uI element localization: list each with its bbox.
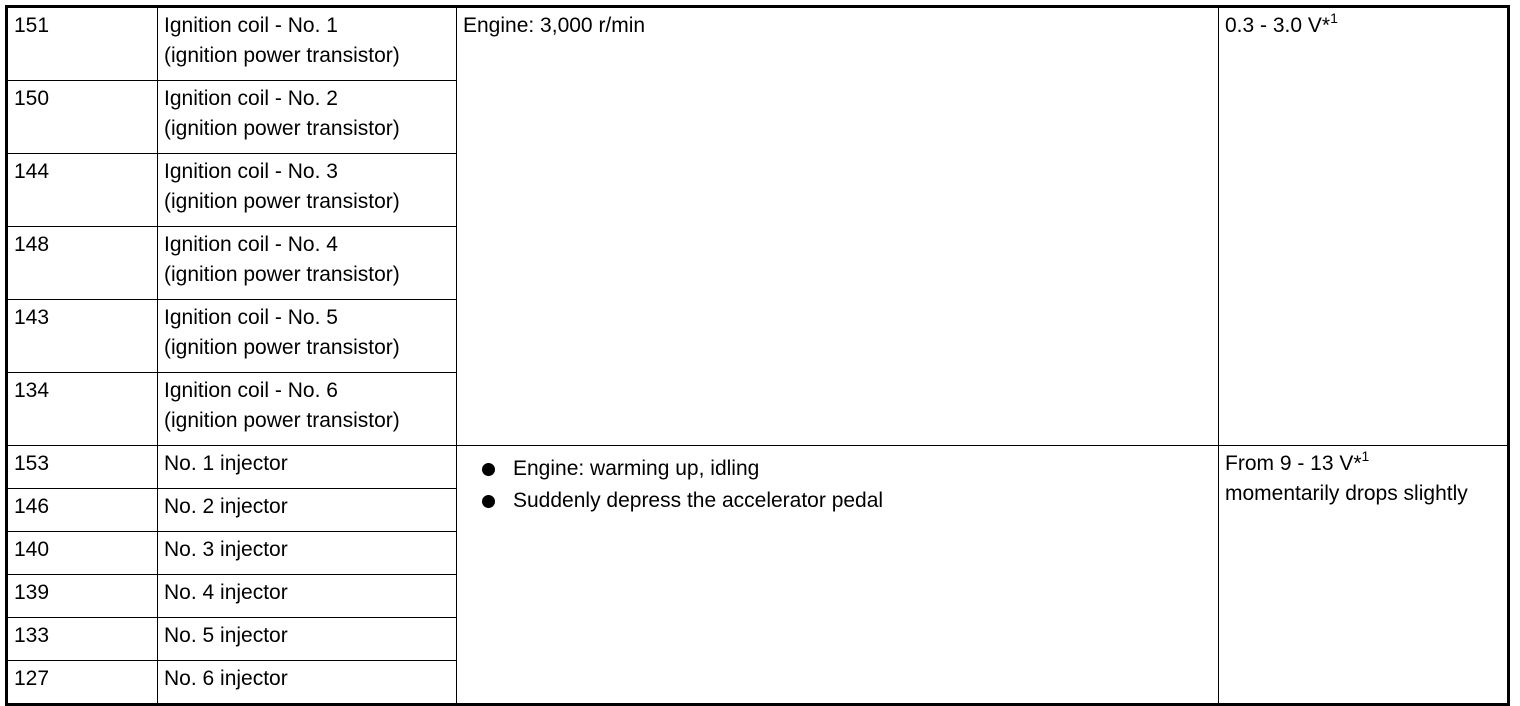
value-text-rest: momentarily drops slightly xyxy=(1225,482,1468,505)
table-row xyxy=(7,446,1509,489)
condition-item xyxy=(463,453,1212,485)
description-subline: (ignition power transistor) xyxy=(164,190,400,213)
coil-value xyxy=(1219,7,1509,446)
description-subline: (ignition power transistor) xyxy=(164,44,400,67)
condition-text: Engine: warming up, idling xyxy=(513,457,760,480)
terminal-number: 143 xyxy=(7,300,158,373)
coil-condition: Engine: 3,000 r/min xyxy=(457,7,1219,446)
terminal-number: 150 xyxy=(7,81,158,154)
footnote-mark: 1 xyxy=(1330,10,1338,26)
terminal-description: No. 3 injector xyxy=(158,532,457,575)
terminal-number: 133 xyxy=(7,618,158,661)
bullet-icon xyxy=(482,463,495,476)
terminal-description xyxy=(158,81,457,154)
ecm-terminal-spec-table xyxy=(5,5,1510,706)
terminal-number: 127 xyxy=(7,661,158,705)
terminal-number: 139 xyxy=(7,575,158,618)
terminal-description xyxy=(158,227,457,300)
terminal-number: 151 xyxy=(7,7,158,81)
injector-value xyxy=(1219,446,1509,705)
table-row xyxy=(7,7,1509,81)
description-subline: (ignition power transistor) xyxy=(164,409,400,432)
description-line: Ignition coil - No. 3 xyxy=(164,160,338,183)
terminal-description xyxy=(158,7,457,81)
description-line: Ignition coil - No. 6 xyxy=(164,379,338,402)
description-subline: (ignition power transistor) xyxy=(164,117,400,140)
terminal-number: 134 xyxy=(7,373,158,446)
description-line: Ignition coil - No. 5 xyxy=(164,306,338,329)
terminal-number: 146 xyxy=(7,489,158,532)
terminal-description xyxy=(158,373,457,446)
description-subline: (ignition power transistor) xyxy=(164,336,400,359)
terminal-number: 153 xyxy=(7,446,158,489)
bullet-icon xyxy=(482,495,495,508)
description-line: Ignition coil - No. 2 xyxy=(164,87,338,110)
condition-item xyxy=(463,485,1212,517)
terminal-description: No. 1 injector xyxy=(158,446,457,489)
terminal-description: No. 5 injector xyxy=(158,618,457,661)
condition-text: Suddenly depress the accelerator pedal xyxy=(513,489,884,512)
terminal-number: 144 xyxy=(7,154,158,227)
condition-list xyxy=(463,453,1212,517)
value-text: From 9 - 13 V* xyxy=(1225,452,1362,475)
value-text: 0.3 - 3.0 V* xyxy=(1225,14,1331,37)
terminal-number: 140 xyxy=(7,532,158,575)
terminal-number: 148 xyxy=(7,227,158,300)
terminal-description xyxy=(158,154,457,227)
injector-condition xyxy=(457,446,1219,705)
terminal-description xyxy=(158,300,457,373)
terminal-description: No. 4 injector xyxy=(158,575,457,618)
description-line: Ignition coil - No. 1 xyxy=(164,14,338,37)
terminal-description: No. 6 injector xyxy=(158,661,457,705)
footnote-mark: 1 xyxy=(1361,448,1370,464)
description-subline: (ignition power transistor) xyxy=(164,263,400,286)
terminal-description: No. 2 injector xyxy=(158,489,457,532)
description-line: Ignition coil - No. 4 xyxy=(164,233,338,256)
